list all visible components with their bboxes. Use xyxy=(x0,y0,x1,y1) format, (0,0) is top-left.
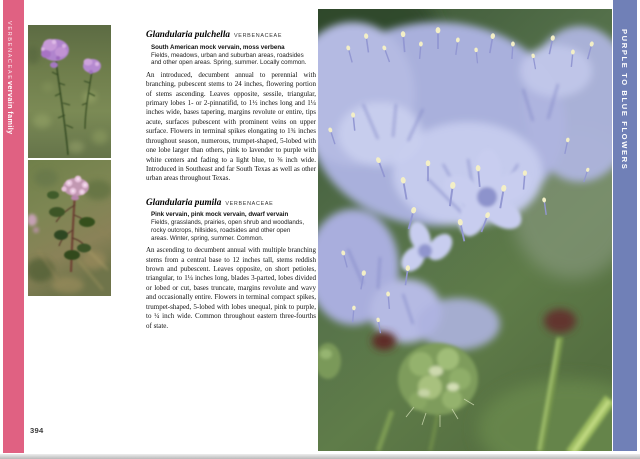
species-family-label: VERBENACEAE xyxy=(225,200,274,207)
family-name-label: VERBENACEAE xyxy=(6,21,12,81)
photo-moss-verbena xyxy=(28,25,111,158)
family-edge-tab xyxy=(3,0,24,453)
species-family-label: VERBENACEAE xyxy=(233,33,283,39)
category-tab-text: PURPLE TO BLUE FLOWERS xyxy=(620,29,629,171)
species-heading xyxy=(146,192,316,210)
species-entry-pulchella xyxy=(146,24,316,184)
family-common-label: vervain family xyxy=(6,81,15,135)
species-habitat: Fields, meadows, urban and suburban areas, roadsides and other open areas. Spring, summer. Locally common. xyxy=(151,51,307,67)
species-heading xyxy=(146,24,316,42)
page-number: 394 xyxy=(30,426,44,435)
species-common-names: Pink vervain, pink mock vervain, dwarf vervain xyxy=(151,211,289,219)
species-entry-pumila xyxy=(146,192,316,331)
page-edge-shadow xyxy=(0,454,640,459)
photo-purple-blue-flowers xyxy=(318,9,612,451)
species-description: An introduced, decumbent annual to perennial with branching, pubescent stems to 24 inches, flowering portion of stems ascending. Leaves opposite, sessile, triangular, primary lobes 1- or 2-pinnatifid, to 1½ inches long and 1¼ inches wide, bases tapering, margins revolute or entire, tips acute, surfaces pubescent with prominent veins on upper surface. Flowers in terminal spikes elongating to 1¾ inches throughout season, numerous, trumpet-shaped, 5-lobed with one lobe larger than others, pink to lavender to purple with white centers and fading to a light blue, to ⅜ inch wide. Introduced in Southeast and far South Texas as well as other urban areas throughout Texas. xyxy=(146,70,316,183)
species-habitat: Fields, grasslands, prairies, open shrub and woodlands, rocky outcrops, hillsides, roadsides and other open areas. Winter, spring, summer. Common. xyxy=(151,219,305,242)
family-tab-text xyxy=(3,0,15,135)
species-scientific-name: Glandularia pulchella xyxy=(146,29,230,39)
species-common-names: South American mock vervain, moss verbena xyxy=(151,43,285,51)
species-scientific-name: Glandularia pumila xyxy=(146,196,222,207)
species-description: An ascending to decumbent annual with multiple branching stems from a central base to 12 inches tall, stems reddish brown and pubescent. Leaves opposite, on short petioles, triangular, to 1¼ inches long, blades 3-parted, lobes divided or lobed or cut, bases truncate, margins revolute and wavy and occasionally entire. Flowers in terminal compact spikes, trumpet-shaped, 5-lobed with lobes unequal, pink to purple, to ¼ inch wide. Common throughout eastern three-fourths of state. xyxy=(146,246,316,330)
category-edge-tab xyxy=(613,0,637,451)
photo-pink-vervain xyxy=(28,160,111,296)
species-text-column xyxy=(146,24,316,331)
